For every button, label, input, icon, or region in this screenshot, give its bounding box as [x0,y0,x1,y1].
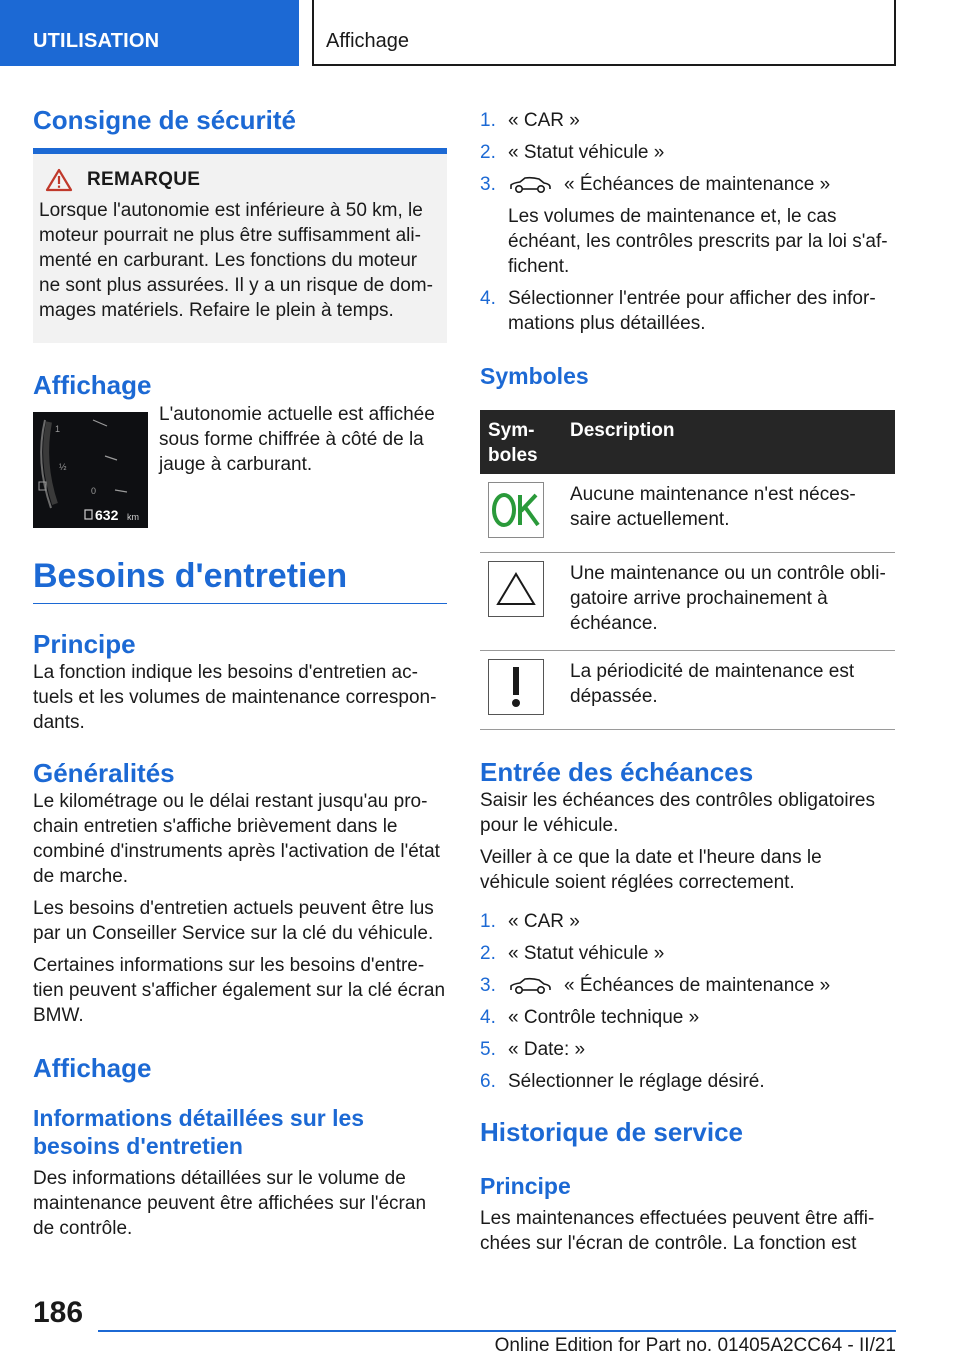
warning-triangle-icon [45,168,73,192]
chapter-label: Affichage [326,30,410,52]
gauge-range-unit: km [127,512,139,522]
exclamation-icon [488,659,544,715]
fuel-pump-icon [85,510,92,519]
table-row [480,474,895,553]
entree-p1: Saisir les échéances des contrôles obligatoires pour le véhicule. [480,790,875,836]
generalites-title: Généralités [33,758,175,788]
safety-title: Consigne de sécurité [33,104,447,154]
col-symbol-header: Sym-boles [480,410,562,474]
page-header [0,0,960,66]
footer-divider [98,1330,896,1332]
warning-triangle-icon [488,561,544,617]
chapter-tab [312,0,896,66]
symbol-description: La périodicité de maintenance est dépassée. [562,651,895,730]
list-item: 2. « Statut véhicule » [480,142,665,163]
car-icon [508,977,552,995]
notice-box [33,154,447,343]
list-item: 1. « CAR » [480,911,580,932]
gauge-mark-half: ½ [59,462,67,472]
notice-header [45,168,433,192]
gauge-mark-0: 0 [91,486,97,496]
symbols-table [480,410,895,730]
historique-principe-title: Principe [480,1173,571,1199]
left-column [33,100,447,1241]
generalites-p2: Les besoins d'entretien actuels peuvent être lus par un Conseiller Service sur la clé du véhicule. [33,898,434,944]
besoins-title: Besoins d'entretien [33,555,447,604]
historique-text: Les maintenances effectuées peuvent être affi-chées sur l'écran de contrôle. La fonction est [480,1208,875,1254]
list-item: 3. « Échéances de maintenance » Les volumes de maintenance et, le cas échéant, les contrôles prescrits par la loi s'af-fichent. [480,172,895,279]
generalites-p3: Certaines informations sur les besoins d'entre-tien peuvent s'afficher également sur la clé écran BMW. [33,955,446,1026]
section-label: UTILISATION [33,30,160,52]
notice-label: REMARQUE [87,169,201,190]
affichage-text: L'autonomie actuelle est affichée sous forme chiffrée à côté de la jauge à carburant. [159,404,435,475]
notice-text: Lorsque l'autonomie est inférieure à 50 km, le moteur pourrait ne plus être suffisamment ali-menté en carburant. Les fonctions du moteur ne sont plus assurées. Il y a un risque de dom-mages matériels. Refaire le plein à temps. [39,200,433,321]
affichage-title: Affichage [33,370,152,400]
ok-icon [488,482,544,538]
entree-title: Entrée des échéances [480,757,754,787]
table-header-row [480,410,895,474]
principe-title: Principe [33,629,136,659]
car-icon [508,176,552,194]
list-item: 4. Sélectionner l'entrée pour afficher des infor-mations plus détaillées. [480,288,876,334]
list-item: 1. « CAR » [480,110,580,131]
generalites-p1: Le kilométrage ou le délai restant jusqu'au pro-chain entretien s'affiche brièvement dans le combiné d'instruments après l'activation de l'état de marche. [33,791,440,887]
list-item: 4. « Contrôle technique » [480,1007,700,1028]
gauge-range-value: 632 [95,507,119,523]
col-description-header: Description [562,410,895,474]
list-item: 5. « Date: » [480,1039,586,1060]
table-row [480,553,895,651]
historique-title: Historique de service [480,1117,743,1147]
affichage-section [33,369,447,529]
right-column [480,108,895,1256]
details-text: Des informations détaillées sur le volume de maintenance peuvent être affichées sur l'écran de contrôle. [33,1168,427,1239]
steps-list-1 [480,108,895,336]
page-number: 186 [33,1296,84,1329]
section-tab [0,0,299,66]
steps-list-2 [480,909,895,1094]
symbol-description: Aucune maintenance n'est néces-saire actuellement. [562,474,895,553]
details-title: Informations détaillées sur les besoins d'entretien [33,1105,365,1159]
edition-text: Online Edition for Part no. 01405A2CC64 - II/21 [494,1335,896,1356]
list-item: 6. Sélectionner le réglage désiré. [480,1071,765,1092]
table-row [480,651,895,730]
entree-p2: Veiller à ce que la date et l'heure dans le véhicule soient réglées correctement. [480,847,822,893]
symbol-description: Une maintenance ou un contrôle obli-gatoire arrive prochainement à échéance. [562,553,895,651]
besoins-affichage-title: Affichage [33,1053,152,1083]
step-detail: Les volumes de maintenance et, le cas échéant, les contrôles prescrits par la loi s'af-fichent. [508,206,888,277]
fuel-gauge-image [33,412,148,528]
list-item: 2. « Statut véhicule » [480,943,665,964]
principe-text: La fonction indique les besoins d'entretien ac-tuels et les volumes de maintenance correspon-dants. [33,662,437,733]
list-item: 3. « Échéances de maintenance » [480,975,831,996]
gauge-mark-1: 1 [55,424,61,434]
symboles-title: Symboles [480,363,589,389]
